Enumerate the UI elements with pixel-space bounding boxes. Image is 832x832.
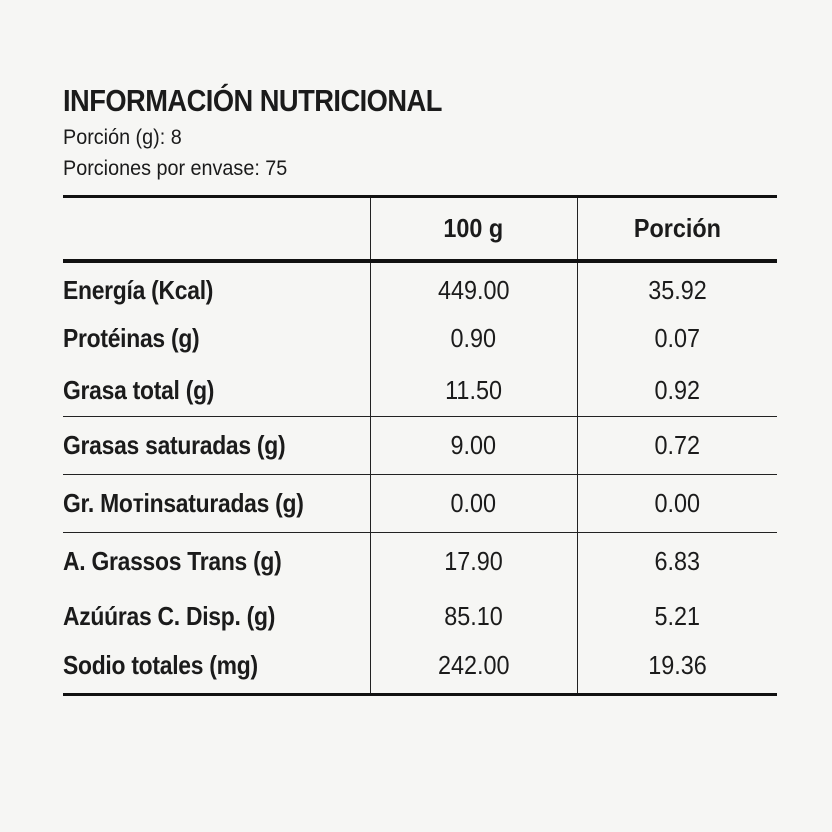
header-per-100g: 100 g (370, 197, 577, 261)
portions-per-package: Porciones por envase: 75 (63, 156, 288, 180)
value-per-100g: 449.00 (370, 261, 577, 313)
value-per-portion: 0.72 (577, 417, 777, 475)
value-per-portion: 6.83 (577, 533, 777, 591)
nutrient-name: Protéinas (g) (63, 313, 370, 365)
header-nutrient (63, 197, 370, 261)
nutrition-table (63, 195, 777, 696)
value-per-portion: 19.36 (647, 650, 707, 681)
table-row (63, 591, 777, 643)
value-per-100g: 11.50 (370, 365, 577, 417)
nutrient-name: Sodio totales (mg) (63, 643, 370, 695)
nutrient-name: Grasas saturadas (g) (63, 417, 370, 475)
table-row (63, 417, 777, 475)
nutrition-label (63, 80, 777, 696)
nutrient-name: Azúúras C. Disp. (g) (63, 591, 370, 643)
nutrient-name: Grasa total (g) (63, 365, 370, 417)
table-row (63, 313, 777, 365)
label-title: INFORMACIÓN NUTRICIONAL (63, 83, 442, 118)
table-row (63, 643, 777, 695)
table-row (63, 475, 777, 533)
value-per-100g: 9.00 (370, 417, 577, 475)
nutrient-name: A. Grassos Trans (g) (63, 533, 370, 591)
table-row (63, 533, 777, 591)
value-per-portion: 35.92 (647, 275, 707, 305)
value-per-100g: 85.10 (370, 591, 577, 643)
value-per-portion: 0.07 (654, 323, 701, 353)
value-per-portion: 0.92 (654, 374, 701, 405)
portion-size: Porción (g): 8 (63, 125, 182, 149)
header-per-portion: Porción (633, 212, 721, 243)
value-per-portion: 5.21 (654, 601, 701, 631)
value-per-100g: 0.00 (370, 475, 577, 533)
table-header-row (63, 197, 777, 261)
value-per-100g: 242.00 (370, 643, 577, 695)
value-per-100g: 17.90 (370, 533, 577, 591)
value-per-portion: 0.00 (577, 475, 777, 533)
value-per-100g: 0.90 (370, 313, 577, 365)
table-row (63, 261, 777, 313)
table-row (63, 365, 777, 417)
nutrient-name: Energía (Kcal) (63, 261, 370, 313)
nutrient-name: Gr. Moтinsaturadas (g) (63, 475, 370, 533)
